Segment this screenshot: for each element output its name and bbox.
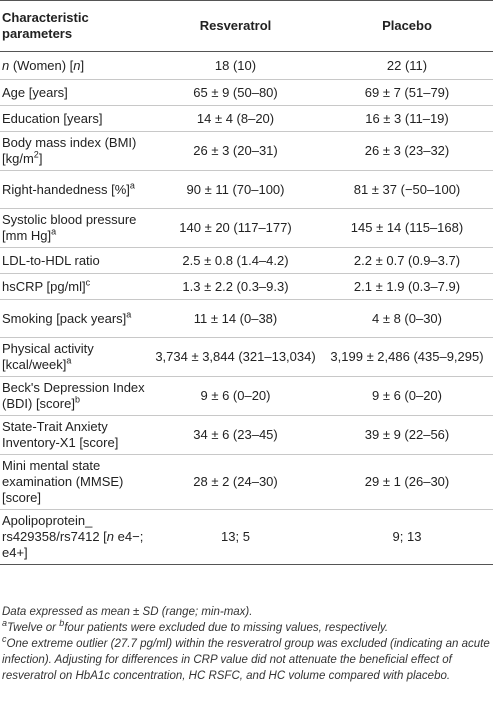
cell-placebo: 22 (11)	[321, 52, 493, 80]
table-footnotes	[2, 604, 491, 684]
cell-placebo: 2.1 ± 1.9 (0.3–7.9)	[321, 274, 493, 300]
header-placebo: Placebo	[321, 1, 493, 52]
row-label: Physical activity [kcal/week]$^a$	[0, 338, 150, 377]
cell-placebo: 16 ± 3 (11–19)	[321, 106, 493, 132]
cell-placebo: 3,199 ± 2,486 (435–9,295)	[321, 338, 493, 377]
row-label: LDL-to-HDL ratio	[0, 248, 150, 274]
row-label: Smoking [pack years]$^a$	[0, 300, 150, 338]
table-row	[0, 132, 493, 171]
table-row	[0, 106, 493, 132]
cell-placebo: 26 ± 3 (23–32)	[321, 132, 493, 171]
table-row	[0, 248, 493, 274]
row-label: Right-handedness [%]$^a$	[0, 171, 150, 209]
cell-resveratrol: 3,734 ± 3,844 (321–13,034)	[150, 338, 321, 377]
cell-resveratrol: 34 ± 6 (23–45)	[150, 416, 321, 455]
row-label: Beck's Depression Index (BDI) [score]$^b$	[0, 377, 150, 416]
footnote-data-expression: Data expressed as mean ± SD (range; min-max).	[2, 606, 253, 618]
footnote-excluded: $^a$Twelve or $^b$four patients were excluded due to missing values, respectively.	[2, 618, 389, 634]
table-row	[0, 510, 493, 565]
header-characteristic: Characteristic parameters	[0, 1, 150, 52]
cell-resveratrol: 26 ± 3 (20–31)	[150, 132, 321, 171]
cell-resveratrol: 65 ± 9 (50–80)	[150, 80, 321, 106]
row-label: Apolipoprotein_ rs429358/rs7412 [n e4−; e4+]	[0, 510, 150, 565]
table-row	[0, 274, 493, 300]
row-label: Body mass index (BMI) $[kg/m^2]$	[0, 132, 150, 171]
row-label: hsCRP $[pg/ml]^c$	[0, 274, 150, 300]
cell-resveratrol: 18 (10)	[150, 52, 321, 80]
cell-placebo: 29 ± 1 (26–30)	[321, 455, 493, 510]
table-row	[0, 209, 493, 248]
table-row	[0, 52, 493, 80]
cell-resveratrol: 140 ± 20 (117–177)	[150, 209, 321, 248]
cell-placebo: 81 ± 37 (−50–100)	[321, 171, 493, 209]
row-label: Systolic blood pressure [mm Hg]$^a$	[0, 209, 150, 248]
row-label: Mini mental state examination (MMSE) [score]	[0, 455, 150, 510]
cell-placebo: 2.2 ± 0.7 (0.9–3.7)	[321, 248, 493, 274]
header-row	[0, 1, 493, 52]
cell-resveratrol: 11 ± 14 (0–38)	[150, 300, 321, 338]
table-row	[0, 338, 493, 377]
cell-placebo: 69 ± 7 (51–79)	[321, 80, 493, 106]
footnote-outlier: $^c$One extreme outlier (27.7 pg/ml) within the resveratrol group was excluded (indicating an acute infection). Adjusting for differences in CRP value did not attenuate the beneficial effect of resveratrol on HbA1c concentration, HC RSFC, and HC volume compared with placebo.	[2, 634, 490, 682]
cell-resveratrol: 13; 5	[150, 510, 321, 565]
cell-resveratrol: 1.3 ± 2.2 (0.3–9.3)	[150, 274, 321, 300]
cell-resveratrol: 2.5 ± 0.8 (1.4–4.2)	[150, 248, 321, 274]
row-label: Age [years]	[0, 80, 150, 106]
cell-placebo: 145 ± 14 (115–168)	[321, 209, 493, 248]
row-label: State-Trait Anxiety Inventory-X1 [score]	[0, 416, 150, 455]
cell-placebo: 9 ± 6 (0–20)	[321, 377, 493, 416]
table-row	[0, 416, 493, 455]
cell-resveratrol: 28 ± 2 (24–30)	[150, 455, 321, 510]
table-row	[0, 300, 493, 338]
table-row	[0, 80, 493, 106]
table-row	[0, 455, 493, 510]
cell-placebo: 4 ± 8 (0–30)	[321, 300, 493, 338]
cell-resveratrol: 9 ± 6 (0–20)	[150, 377, 321, 416]
cell-resveratrol: 14 ± 4 (8–20)	[150, 106, 321, 132]
row-label: n (Women) [n]	[0, 52, 150, 80]
table-row	[0, 171, 493, 209]
header-resveratrol: Resveratrol	[150, 1, 321, 52]
cell-placebo: 9; 13	[321, 510, 493, 565]
cell-resveratrol: 90 ± 11 (70–100)	[150, 171, 321, 209]
table-row	[0, 377, 493, 416]
row-label: Education [years]	[0, 106, 150, 132]
cell-placebo: 39 ± 9 (22–56)	[321, 416, 493, 455]
